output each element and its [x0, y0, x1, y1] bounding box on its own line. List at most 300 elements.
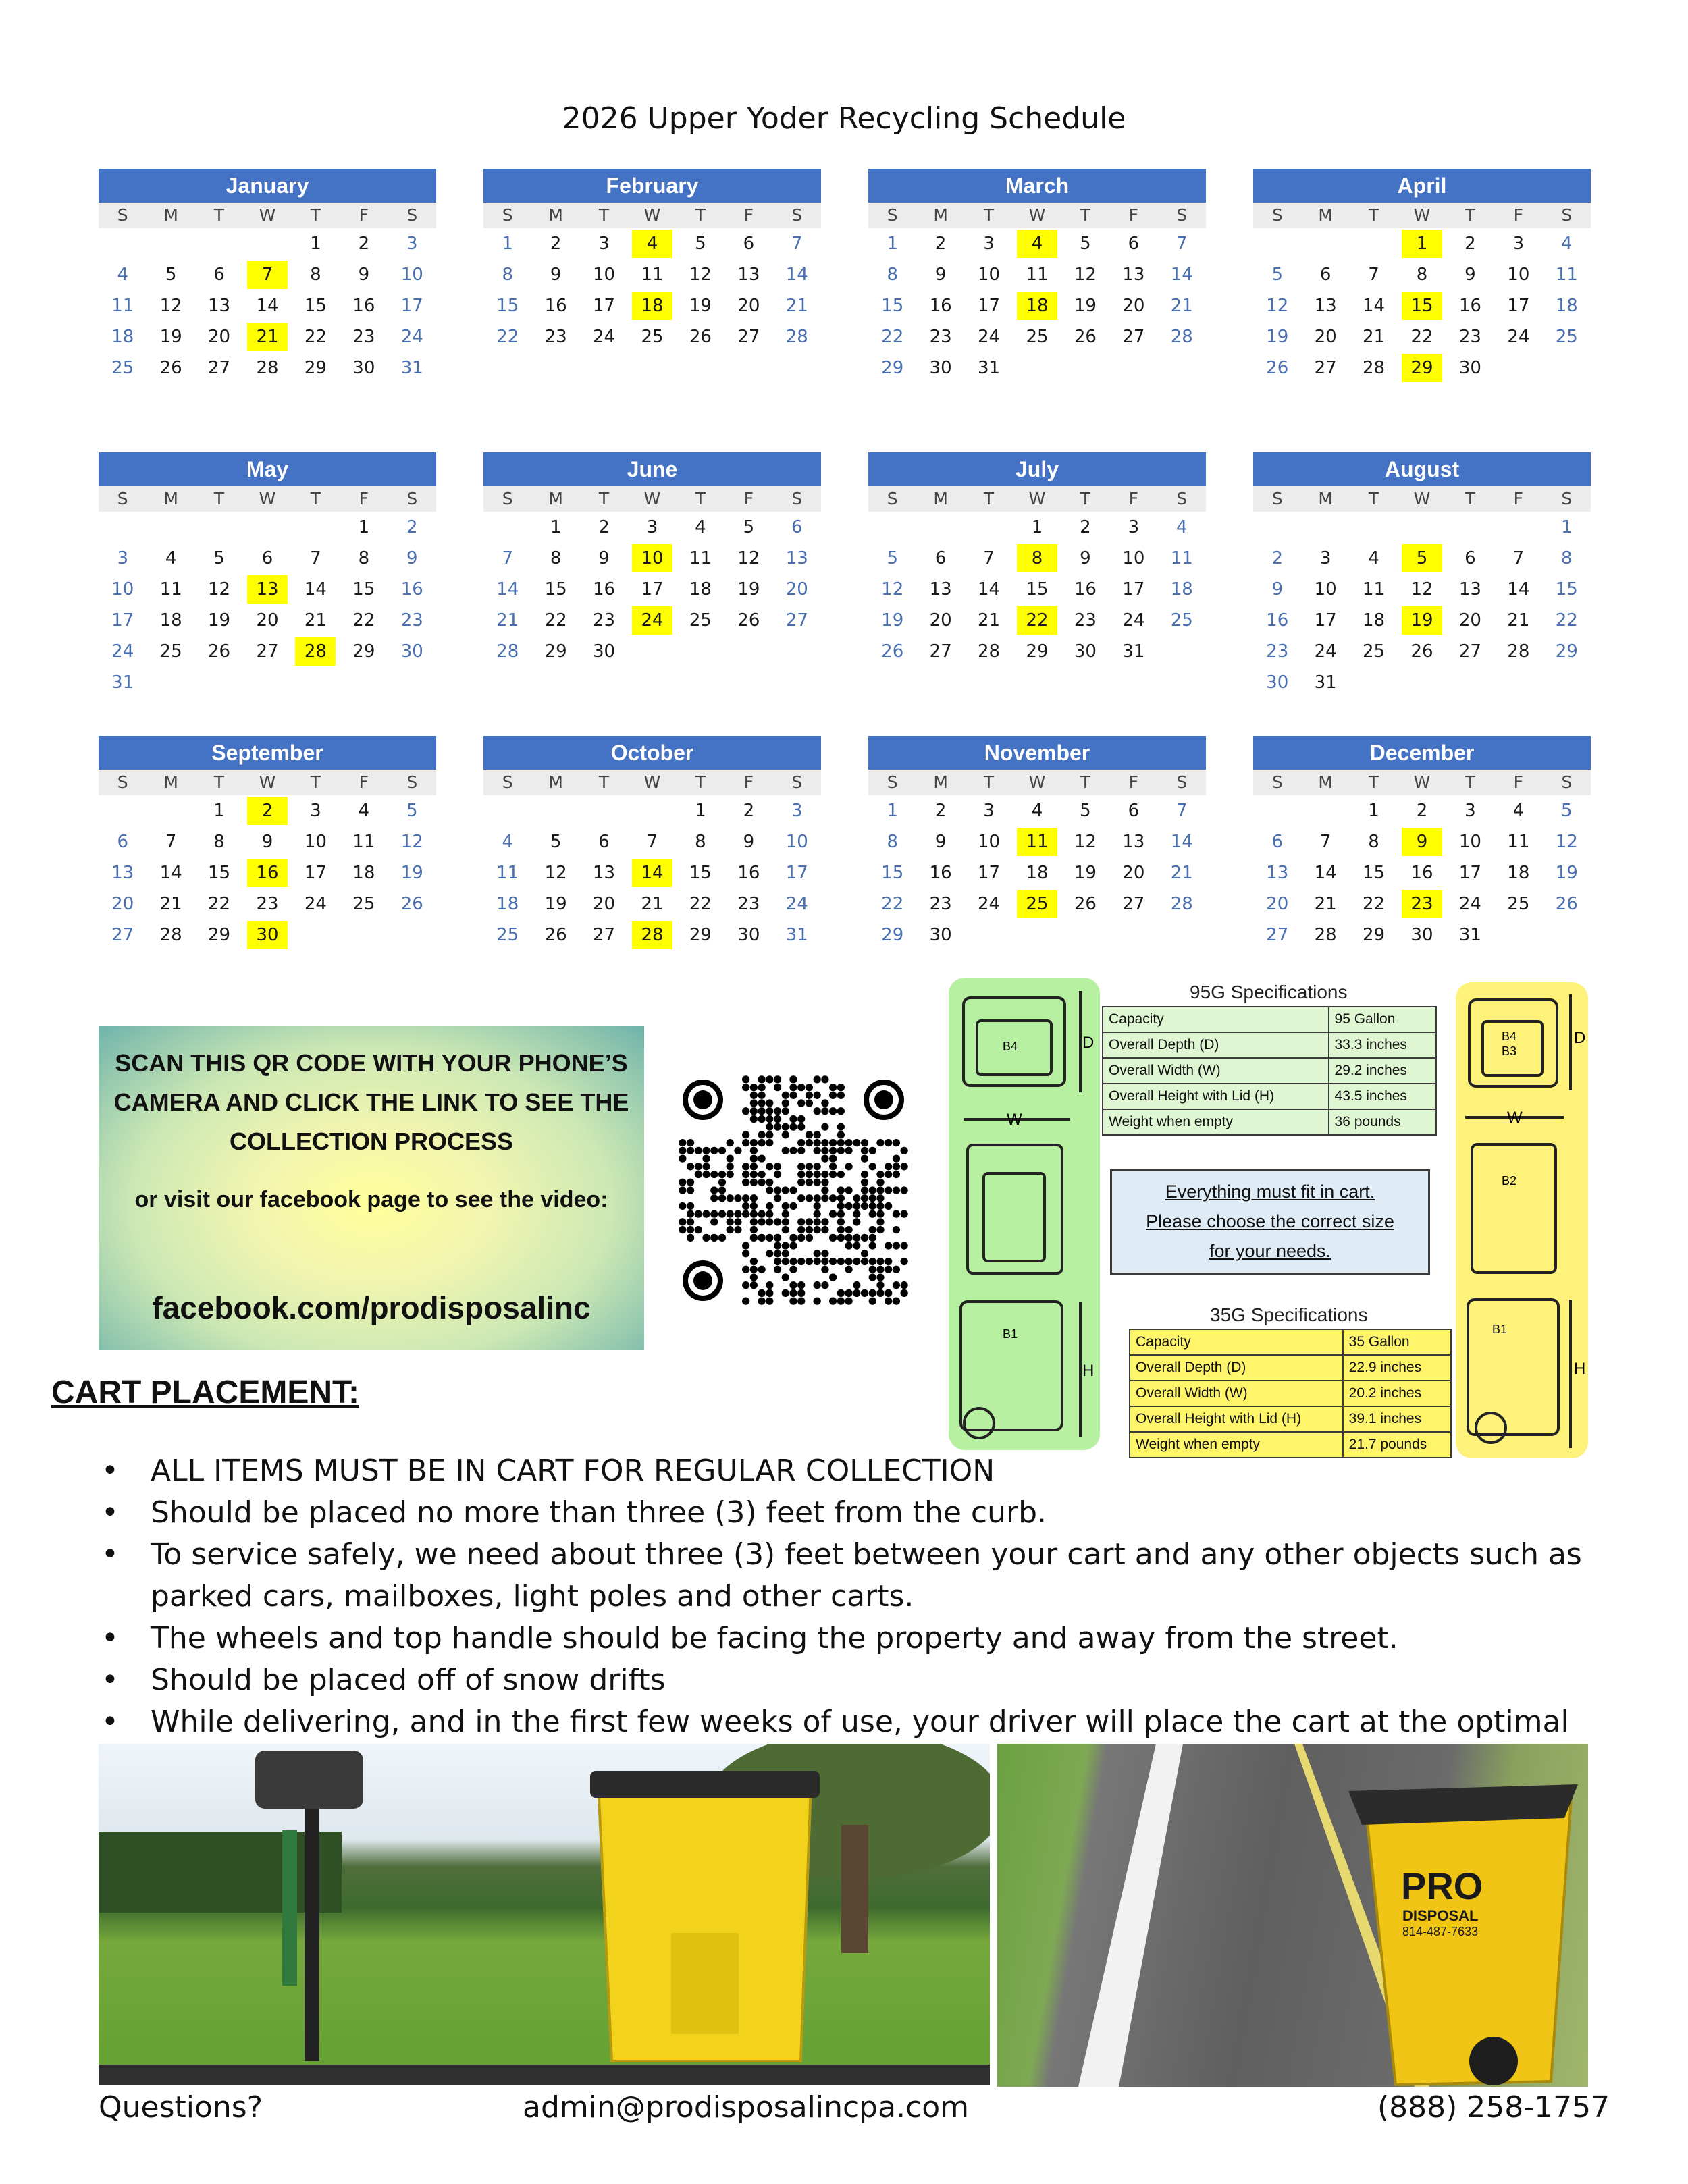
calendar-day: 10 [593, 265, 616, 285]
calendar-day: 19 [208, 610, 231, 631]
collection-day [243, 920, 291, 951]
calendar-day: 17 [111, 610, 134, 631]
calendar-day: 8 [213, 832, 225, 852]
calendar-day: 23 [544, 327, 567, 347]
calendar-day: 20 [208, 327, 231, 347]
weekday-label: W [1013, 770, 1061, 795]
calendar-day: 24 [978, 327, 1001, 347]
collection-day-marker: 4 [632, 230, 672, 258]
calendar-day: 14 [785, 265, 808, 285]
calendar-day: 1 [887, 234, 898, 254]
calendar-day: 23 [737, 894, 760, 914]
calendar-day: 23 [929, 894, 952, 914]
calendar-day: 16 [1266, 610, 1289, 631]
calendar-day: 10 [111, 579, 134, 600]
calendar-day: 12 [1555, 832, 1578, 852]
weekday-label: T [965, 770, 1013, 795]
calendar-day: 22 [304, 327, 327, 347]
collection-day-marker: 18 [1017, 292, 1057, 320]
calendar-day: 22 [352, 610, 375, 631]
collection-day [1013, 605, 1061, 636]
collection-day-marker: 24 [632, 606, 672, 635]
calendar-day: 7 [165, 832, 177, 852]
collection-day-marker: 14 [632, 859, 672, 887]
calendar-day: 3 [791, 801, 803, 821]
calendar-day: 6 [1465, 548, 1476, 568]
calendar-day: 30 [593, 641, 616, 662]
footer-phone[interactable]: (888) 258-1757 [1377, 2090, 1610, 2125]
month-name: March [868, 169, 1206, 203]
weekday-label: S [1158, 203, 1206, 228]
calendar-day: 5 [1561, 801, 1573, 821]
calendar-day: 28 [1170, 894, 1193, 914]
month-april [1253, 169, 1591, 383]
month-day-grid [99, 486, 436, 698]
weekday-label: S [99, 770, 147, 795]
calendar-day: 2 [934, 801, 947, 821]
weekday-label: S [1253, 203, 1301, 228]
calendar-day: 27 [737, 327, 760, 347]
weekday-label: T [580, 770, 628, 795]
calendar-day: 22 [1410, 327, 1433, 347]
weekday-label: S [388, 486, 436, 512]
spec-label: Weight when empty [1130, 1432, 1343, 1458]
calendar-day: 26 [1074, 327, 1097, 347]
calendar-day: 5 [1080, 234, 1091, 254]
collection-day-marker: 1 [1402, 230, 1442, 258]
collection-day-marker: 18 [632, 292, 672, 320]
collection-day-marker: 11 [1017, 828, 1057, 856]
calendar-day: 17 [641, 579, 664, 600]
collection-day [1398, 543, 1446, 574]
calendar-day: 8 [310, 265, 321, 285]
calendar-day: 2 [406, 517, 418, 537]
weekday-label: S [1158, 486, 1206, 512]
cart-placement-heading: CART PLACEMENT: [51, 1375, 359, 1410]
calendar-day: 18 [111, 327, 134, 347]
spec-row [1103, 1084, 1436, 1109]
dim-w-label: W [1007, 1111, 1022, 1129]
calendar-day: 6 [934, 548, 947, 568]
footer-email[interactable]: admin@prodisposalincpa.com [523, 2090, 970, 2125]
calendar-day: 2 [358, 234, 370, 254]
calendar-day: 13 [1458, 579, 1481, 600]
panel-b1-label: B1 [1492, 1323, 1508, 1336]
calendar-day: 2 [550, 234, 562, 254]
cart-at-roadside-photo [997, 1744, 1588, 2087]
empty-day-cell [147, 512, 194, 543]
calendar-day: 20 [111, 894, 134, 914]
qr-code[interactable] [679, 1075, 908, 1305]
spec-label: Overall Depth (D) [1103, 1032, 1329, 1058]
month-name: April [1253, 169, 1591, 203]
calendar-day: 15 [689, 863, 712, 883]
calendar-day: 5 [743, 517, 755, 537]
placement-rule: • Should be placed no more than three (3) feet from the curb. [101, 1492, 1620, 1534]
spec-value: 29.2 inches [1329, 1058, 1436, 1084]
calendar-day: 12 [208, 579, 231, 600]
calendar-day: 29 [1026, 641, 1049, 662]
empty-day-cell [1253, 795, 1301, 826]
weekday-label: M [916, 770, 964, 795]
calendar-day: 14 [978, 579, 1001, 600]
calendar-day: 4 [1512, 801, 1525, 821]
calendar-day: 26 [737, 610, 760, 631]
collection-day-marker: 28 [632, 921, 672, 949]
calendar-day: 7 [791, 234, 803, 254]
weekday-label: M [531, 486, 579, 512]
small-spec-table [1129, 1329, 1452, 1458]
weekday-label: F [1109, 770, 1157, 795]
spec-label: Weight when empty [1103, 1109, 1329, 1135]
calendar-day: 29 [352, 641, 375, 662]
calendar-day: 25 [1555, 327, 1578, 347]
calendar-day: 29 [881, 358, 904, 378]
calendar-day: 20 [1122, 863, 1145, 883]
cart-by-mailbox-photo [99, 1744, 990, 2085]
calendar-day: 27 [208, 358, 231, 378]
panel-b4-label: B4 [1502, 1030, 1517, 1043]
spec-label: Overall Width (W) [1130, 1381, 1343, 1406]
weekday-label: W [628, 486, 676, 512]
weekday-label: T [580, 203, 628, 228]
calendar-day: 28 [1507, 641, 1530, 662]
placement-rule: • The wheels and top handle should be facing the property and away from the street. [101, 1618, 1620, 1659]
calendar-day: 1 [1031, 517, 1043, 537]
weekday-label: S [99, 203, 147, 228]
calendar-day: 24 [304, 894, 327, 914]
calendar-day: 17 [1122, 579, 1145, 600]
month-day-grid [483, 203, 821, 352]
calendar-day: 27 [1314, 358, 1337, 378]
spec-row [1103, 1109, 1436, 1135]
calendar-day: 25 [641, 327, 664, 347]
empty-day-cell [628, 795, 676, 826]
calendar-day: 10 [1122, 548, 1145, 568]
calendar-day: 31 [400, 358, 423, 378]
collection-day [628, 228, 676, 259]
calendar-day: 27 [1458, 641, 1481, 662]
calendar-day: 11 [641, 265, 664, 285]
calendar-day: 9 [406, 548, 418, 568]
collection-day-marker: 10 [632, 544, 672, 572]
facebook-link[interactable]: facebook.com/prodisposalinc [152, 1290, 591, 1325]
calendar-day: 15 [881, 296, 904, 316]
calendar-day: 27 [256, 641, 279, 662]
calendar-day: 22 [881, 894, 904, 914]
calendar-day: 16 [593, 579, 616, 600]
calendar-day: 23 [929, 327, 952, 347]
calendar-day: 12 [737, 548, 760, 568]
calendar-day: 3 [406, 234, 418, 254]
empty-day-cell [99, 512, 147, 543]
weekday-label: T [677, 486, 724, 512]
empty-day-cell [1253, 228, 1301, 259]
calendar-day: 22 [689, 894, 712, 914]
month-june [483, 452, 821, 667]
calendar-day: 11 [352, 832, 375, 852]
collection-day [1013, 290, 1061, 321]
weekday-label: M [531, 203, 579, 228]
calendar-day: 24 [593, 327, 616, 347]
spec-row [1103, 1032, 1436, 1058]
calendar-day: 19 [159, 327, 182, 347]
calendar-day: 11 [496, 863, 519, 883]
calendar-day: 5 [887, 548, 898, 568]
calendar-day: 26 [400, 894, 423, 914]
weekday-label: W [1013, 203, 1061, 228]
calendar-day: 30 [1266, 672, 1289, 693]
spec-value: 22.9 inches [1343, 1355, 1451, 1381]
calendar-day: 26 [689, 327, 712, 347]
calendar-day: 27 [785, 610, 808, 631]
calendar-day: 15 [304, 296, 327, 316]
spec-label: Overall Depth (D) [1130, 1355, 1343, 1381]
collection-day [1398, 228, 1446, 259]
calendar-day: 15 [1026, 579, 1049, 600]
calendar-day: 4 [502, 832, 513, 852]
weekday-label: T [1350, 203, 1398, 228]
collection-day [628, 920, 676, 951]
calendar-day: 20 [929, 610, 952, 631]
calendar-day: 28 [785, 327, 808, 347]
placement-rule: • While delivering, and in the first few weeks of use, your driver will place the cart at the optimal [101, 1701, 1620, 1785]
calendar-day: 20 [1458, 610, 1481, 631]
weekday-label: M [1301, 486, 1349, 512]
calendar-day: 18 [1507, 863, 1530, 883]
collection-day-marker: 23 [1402, 890, 1442, 918]
calendar-day: 9 [598, 548, 610, 568]
calendar-day: 12 [1266, 296, 1289, 316]
calendar-day: 3 [117, 548, 128, 568]
month-name: September [99, 736, 436, 770]
calendar-day: 4 [1368, 548, 1379, 568]
weekday-label: M [1301, 203, 1349, 228]
calendar-day: 12 [1074, 832, 1097, 852]
month-name: October [483, 736, 821, 770]
calendar-day: 19 [881, 610, 904, 631]
weekday-label: F [1109, 486, 1157, 512]
collection-day [243, 857, 291, 888]
calendar-day: 6 [261, 548, 273, 568]
calendar-day: 1 [695, 801, 706, 821]
weekday-label: S [1543, 486, 1591, 512]
empty-day-cell [580, 795, 628, 826]
weekday-label: W [1398, 203, 1446, 228]
weekday-label: S [388, 770, 436, 795]
calendar-day: 1 [502, 234, 513, 254]
collection-day [1398, 888, 1446, 920]
calendar-day: 14 [1170, 265, 1193, 285]
calendar-day: 17 [978, 296, 1001, 316]
calendar-day: 29 [208, 925, 231, 945]
spec-row [1103, 1007, 1436, 1032]
calendar-day: 19 [1266, 327, 1289, 347]
calendar-day: 31 [1458, 925, 1481, 945]
weekday-label: T [292, 486, 340, 512]
calendar-day: 2 [743, 801, 755, 821]
calendar-day: 31 [111, 672, 134, 693]
weekday-label: M [147, 203, 194, 228]
calendar-day: 10 [1314, 579, 1337, 600]
calendar-day: 6 [1128, 801, 1140, 821]
month-march [868, 169, 1206, 383]
calendar-day: 1 [887, 801, 898, 821]
calendar-day: 25 [1170, 610, 1193, 631]
calendar-day: 20 [256, 610, 279, 631]
calendar-day: 4 [1031, 801, 1043, 821]
calendar-day: 21 [1170, 863, 1193, 883]
calendar-day: 8 [502, 265, 513, 285]
calendar-day: 22 [496, 327, 519, 347]
collection-day-marker: 4 [1017, 230, 1057, 258]
placement-rules [101, 1450, 1620, 1785]
calendar-day: 16 [737, 863, 760, 883]
spec-value: 39.1 inches [1343, 1406, 1451, 1432]
calendar-day: 5 [695, 234, 706, 254]
weekday-label: W [628, 203, 676, 228]
calendar-day: 21 [1314, 894, 1337, 914]
placement-rule: • ALL ITEMS MUST BE IN CART FOR REGULAR COLLECTION [101, 1450, 1620, 1492]
weekday-label: F [340, 486, 388, 512]
weekday-label: F [724, 486, 772, 512]
calendar-day: 28 [1170, 327, 1193, 347]
calendar-day: 29 [544, 641, 567, 662]
weekday-label: S [868, 770, 916, 795]
calendar-day: 17 [1458, 863, 1481, 883]
empty-day-cell [147, 795, 194, 826]
calendar-day: 19 [689, 296, 712, 316]
weekday-label: T [677, 203, 724, 228]
qr-instructions: SCAN THIS QR CODE WITH YOUR PHONE’S CAMERA AND CLICK THE LINK TO SEE THE COLLECTION PROCESS [113, 1049, 629, 1155]
calendar-day: 29 [304, 358, 327, 378]
calendar-day: 6 [1128, 234, 1140, 254]
weekday-label: T [580, 486, 628, 512]
empty-day-cell [195, 228, 243, 259]
calendar-day: 21 [641, 894, 664, 914]
month-name: June [483, 452, 821, 486]
calendar-day: 3 [1512, 234, 1525, 254]
calendar-day: 4 [695, 517, 706, 537]
weekday-label: S [773, 203, 821, 228]
calendar-day: 10 [400, 265, 423, 285]
calendar-day: 22 [1363, 894, 1386, 914]
weekday-label: S [868, 203, 916, 228]
calendar-day: 4 [358, 801, 370, 821]
weekday-label: F [724, 203, 772, 228]
calendar-day: 1 [310, 234, 321, 254]
notice-line-3: for your needs. [1209, 1241, 1331, 1261]
weekday-label: T [1446, 486, 1494, 512]
calendar-day: 7 [1368, 265, 1379, 285]
calendar-day: 18 [159, 610, 182, 631]
calendar-day: 12 [400, 832, 423, 852]
calendar-day: 28 [159, 925, 182, 945]
empty-day-cell [531, 795, 579, 826]
weekday-label: F [340, 203, 388, 228]
large-spec-title: 95G Specifications [1190, 982, 1348, 1003]
calendar-day: 17 [1314, 610, 1337, 631]
calendar-day: 14 [304, 579, 327, 600]
calendar-day: 19 [1074, 863, 1097, 883]
calendar-day: 1 [358, 517, 370, 537]
calendar-day: 10 [785, 832, 808, 852]
empty-day-cell [1350, 228, 1398, 259]
calendar-day: 17 [400, 296, 423, 316]
spec-value: 95 Gallon [1329, 1007, 1436, 1032]
cart-brand-name: DISPOSAL [1402, 1907, 1479, 1924]
empty-day-cell [99, 795, 147, 826]
calendar-day: 20 [593, 894, 616, 914]
spec-value: 36 pounds [1329, 1109, 1436, 1135]
calendar-day: 30 [400, 641, 423, 662]
collection-day [1398, 605, 1446, 636]
calendar-day: 16 [929, 296, 952, 316]
calendar-day: 8 [1368, 832, 1379, 852]
spec-row [1130, 1329, 1451, 1355]
month-name: December [1253, 736, 1591, 770]
weekday-label: S [1253, 770, 1301, 795]
weekday-label: S [1543, 203, 1591, 228]
weekday-label: F [1494, 770, 1542, 795]
notice-line-1: Everything must fit in cart. [1165, 1181, 1375, 1202]
large-cart-diagram [949, 978, 1100, 1450]
calendar-day: 7 [1176, 234, 1188, 254]
size-notice [1110, 1169, 1430, 1275]
weekday-label: S [1158, 770, 1206, 795]
collection-day-marker: 2 [247, 797, 288, 825]
month-february [483, 169, 821, 352]
weekday-label: W [1398, 770, 1446, 795]
calendar-day: 19 [737, 579, 760, 600]
calendar-day: 24 [400, 327, 423, 347]
calendar-day: 25 [111, 358, 134, 378]
calendar-day: 22 [208, 894, 231, 914]
calendar-day: 4 [1561, 234, 1573, 254]
calendar-day: 30 [1458, 358, 1481, 378]
calendar-day: 26 [159, 358, 182, 378]
calendar-day: 22 [544, 610, 567, 631]
calendar-day: 9 [743, 832, 755, 852]
calendar-day: 17 [785, 863, 808, 883]
collection-day-marker: 13 [247, 575, 288, 604]
calendar-day: 30 [929, 358, 952, 378]
calendar-day: 27 [111, 925, 134, 945]
spec-row [1103, 1058, 1436, 1084]
spec-value: 33.3 inches [1329, 1032, 1436, 1058]
calendar-day: 25 [159, 641, 182, 662]
calendar-day: 31 [1314, 672, 1337, 693]
weekday-label: W [243, 770, 291, 795]
calendar-day: 11 [1507, 832, 1530, 852]
calendar-day: 14 [1363, 296, 1386, 316]
facebook-instructions: or visit our facebook page to see the video: [134, 1187, 608, 1213]
calendar-day: 9 [1080, 548, 1091, 568]
calendar-day: 18 [1170, 579, 1193, 600]
collection-day-marker: 25 [1017, 890, 1057, 918]
calendar-day: 11 [159, 579, 182, 600]
calendar-day: 28 [1363, 358, 1386, 378]
calendar-day: 3 [1128, 517, 1140, 537]
calendar-day: 13 [1266, 863, 1289, 883]
month-day-grid [868, 770, 1206, 951]
calendar-day: 24 [978, 894, 1001, 914]
spec-value: 21.7 pounds [1343, 1432, 1451, 1458]
empty-day-cell [1494, 512, 1542, 543]
collection-day [628, 857, 676, 888]
calendar-day: 27 [1122, 327, 1145, 347]
calendar-day: 6 [1271, 832, 1283, 852]
